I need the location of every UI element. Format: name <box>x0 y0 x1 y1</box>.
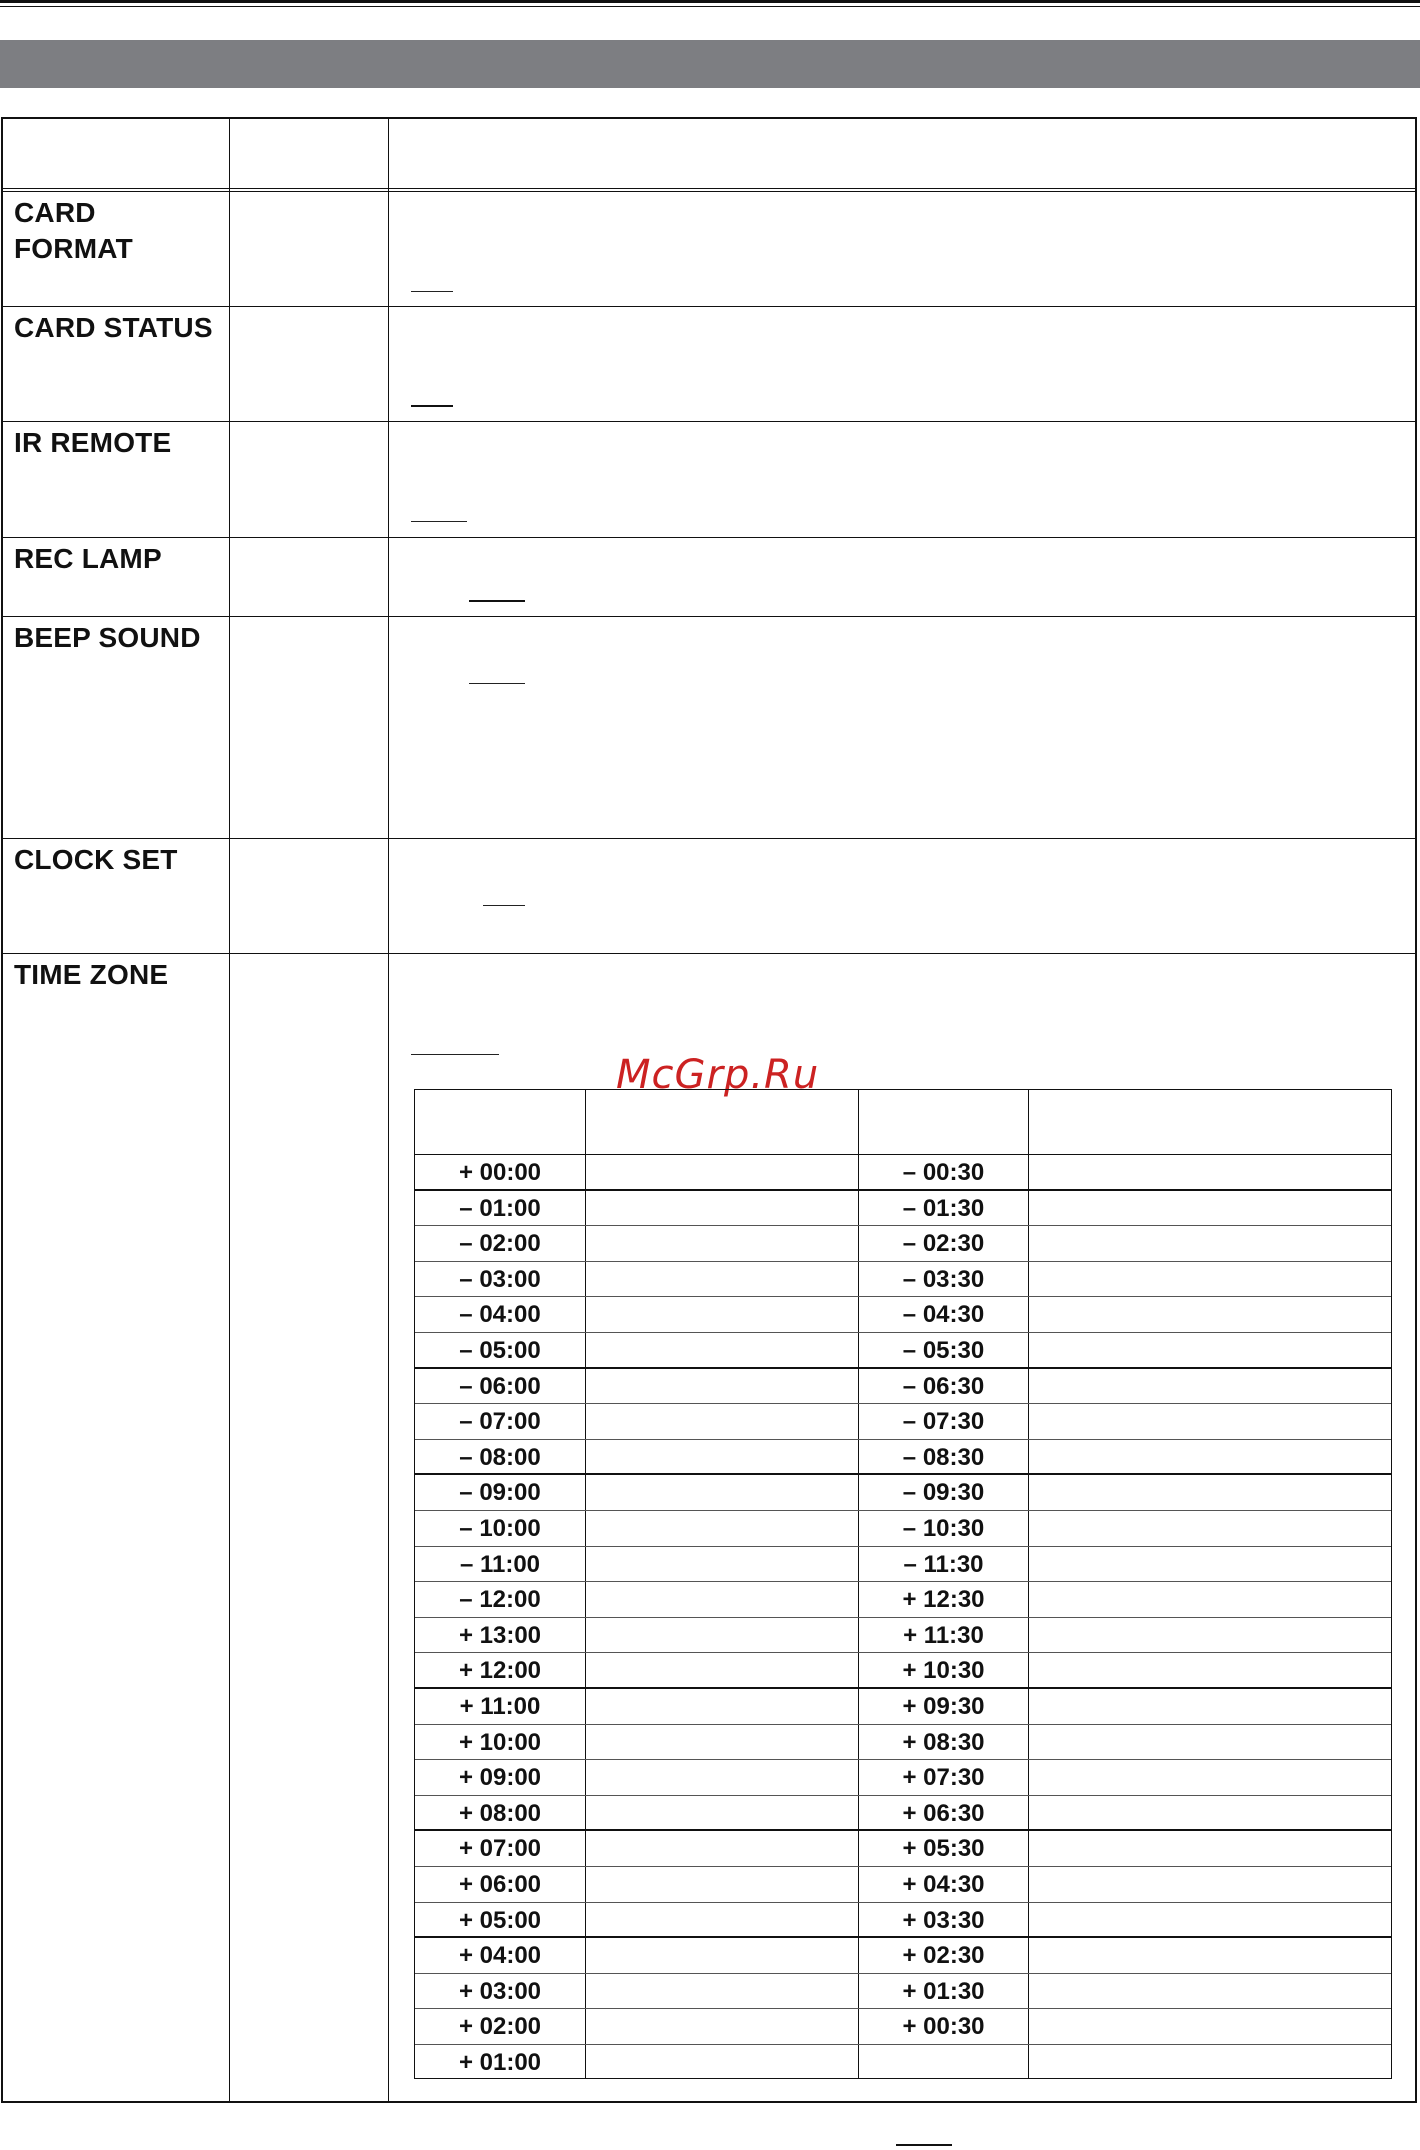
time-difference-cell: + 01:00 <box>458 2049 542 2076</box>
time-difference-cell: – 05:00 <box>459 1337 541 1364</box>
time-difference-cell: – 10:30 <box>902 1515 985 1542</box>
time-difference-cell: + 02:00 <box>458 2013 542 2041</box>
default-underline <box>411 1054 499 1055</box>
time-difference-cell: + 02:30 <box>902 1942 985 1970</box>
region-cell <box>586 2009 858 2044</box>
region-cell <box>1029 1369 1391 1404</box>
time-difference-cell: – 02:00 <box>459 1230 541 1258</box>
time-difference-cell: + 10:00 <box>458 1728 542 1756</box>
table-row <box>415 1440 1391 1476</box>
table-row <box>415 1938 1391 1974</box>
time-zone-table <box>414 1089 1392 2079</box>
time-difference-cell: – 02:30 <box>902 1230 985 1258</box>
region-cell <box>1029 1440 1391 1475</box>
time-difference-cell: + 00:00 <box>458 1159 542 1186</box>
region-cell <box>1029 1226 1391 1261</box>
region-cell <box>586 1155 858 1190</box>
time-difference-cell: – 08:30 <box>902 1443 985 1471</box>
table-row <box>415 1475 1391 1511</box>
table-row <box>415 1831 1391 1867</box>
table-row <box>415 1653 1391 1689</box>
table-row <box>415 1262 1391 1298</box>
table-row <box>415 1297 1391 1333</box>
region-cell <box>586 1831 858 1866</box>
row-separator <box>3 953 1415 954</box>
page-mark <box>896 2144 952 2146</box>
time-difference-cell: + 08:00 <box>458 1799 542 1827</box>
region-cell <box>586 1440 858 1475</box>
region-cell <box>1029 1191 1391 1226</box>
table-row <box>415 1547 1391 1583</box>
time-difference-cell: – 09:30 <box>902 1479 985 1507</box>
time-difference-cell: + 01:30 <box>902 1977 985 2005</box>
region-cell <box>1029 1796 1391 1831</box>
region-cell <box>1029 1333 1391 1368</box>
table-row <box>415 1974 1391 2010</box>
item-ir-remote: IR REMOTE <box>14 427 172 458</box>
item-beep-sound: BEEP SOUND <box>14 622 201 653</box>
time-difference-cell <box>859 2045 1028 2080</box>
region-cell <box>586 1974 858 2009</box>
item-card-format: CARD FORMAT <box>14 197 133 264</box>
item-clock-set: CLOCK SET <box>14 844 178 875</box>
region-cell <box>586 1404 858 1439</box>
table-row <box>415 1155 1391 1191</box>
time-difference-cell: + 08:30 <box>902 1728 985 1756</box>
default-underline <box>411 405 453 407</box>
region-cell <box>1029 1903 1391 1938</box>
time-difference-cell: + 12:30 <box>902 1586 985 1614</box>
default-underline <box>483 905 525 906</box>
time-difference-cell: – 06:00 <box>459 1372 541 1400</box>
table-row <box>415 1369 1391 1405</box>
region-cell <box>586 1582 858 1617</box>
time-difference-cell: – 00:30 <box>902 1159 985 1186</box>
region-cell <box>1029 1582 1391 1617</box>
time-difference-cell: + 06:00 <box>458 1871 542 1898</box>
time-difference-cell: + 06:30 <box>902 1799 985 1827</box>
region-cell <box>586 1903 858 1938</box>
time-difference-cell: – 05:30 <box>902 1337 985 1364</box>
region-cell <box>586 1262 858 1297</box>
region-cell <box>586 1547 858 1582</box>
watermark: McGrp.Ru <box>616 1052 820 1098</box>
item-card-status: CARD STATUS <box>14 312 213 343</box>
time-difference-cell: – 03:30 <box>902 1265 985 1293</box>
section-header-bar <box>0 40 1420 88</box>
row-separator <box>3 306 1415 307</box>
region-cell <box>586 1938 858 1973</box>
region-cell <box>1029 2045 1391 2080</box>
region-cell <box>586 1226 858 1261</box>
item-time-zone: TIME ZONE <box>14 959 169 990</box>
region-cell <box>1029 1618 1391 1653</box>
table-row <box>415 2009 1391 2045</box>
time-difference-cell: + 04:30 <box>902 1871 985 1898</box>
top-rule-thin <box>0 6 1420 7</box>
region-cell <box>1029 1297 1391 1332</box>
table-row <box>415 1511 1391 1547</box>
time-difference-cell: + 11:00 <box>459 1693 541 1720</box>
time-difference-cell: + 13:00 <box>458 1621 542 1649</box>
table-row <box>415 1725 1391 1761</box>
row-separator <box>3 537 1415 538</box>
region-cell <box>1029 1725 1391 1760</box>
time-difference-cell: + 00:30 <box>902 2013 985 2041</box>
time-difference-cell: – 01:30 <box>902 1194 985 1222</box>
region-cell <box>1029 2009 1391 2044</box>
table-row <box>415 1333 1391 1369</box>
time-zone-table-header <box>415 1090 1391 1155</box>
time-difference-cell: + 09:00 <box>458 1764 542 1792</box>
region-cell <box>586 1760 858 1795</box>
region-cell <box>1029 1262 1391 1297</box>
time-difference-cell: + 07:30 <box>902 1764 985 1792</box>
row-separator <box>3 838 1415 839</box>
region-cell <box>586 1796 858 1831</box>
time-difference-cell: + 10:30 <box>902 1657 985 1685</box>
table-row <box>415 1618 1391 1654</box>
region-cell <box>586 1725 858 1760</box>
time-difference-cell: + 07:00 <box>458 1835 542 1863</box>
time-difference-cell: + 12:00 <box>458 1657 542 1685</box>
region-cell <box>1029 1938 1391 1973</box>
table-row <box>415 1689 1391 1725</box>
region-cell <box>1029 1155 1391 1190</box>
region-cell <box>586 1867 858 1902</box>
table-row <box>415 1903 1391 1939</box>
region-cell <box>586 1369 858 1404</box>
time-difference-cell: – 07:30 <box>902 1408 985 1436</box>
time-difference-cell: – 09:00 <box>459 1479 541 1507</box>
region-cell <box>1029 1404 1391 1439</box>
table-row <box>415 1867 1391 1903</box>
time-difference-cell: – 04:30 <box>902 1301 985 1329</box>
region-cell <box>1029 1511 1391 1546</box>
table-row <box>415 1226 1391 1262</box>
item-rec-lamp: REC LAMP <box>14 543 162 574</box>
row-separator <box>3 421 1415 422</box>
top-rule <box>0 0 1420 3</box>
region-cell <box>586 1689 858 1724</box>
time-difference-cell: – 11:00 <box>459 1550 541 1578</box>
default-underline <box>411 521 467 522</box>
region-cell <box>1029 1974 1391 2009</box>
time-difference-cell: + 04:00 <box>458 1942 542 1970</box>
region-cell <box>1029 1867 1391 1902</box>
time-difference-cell: + 11:30 <box>903 1621 984 1649</box>
table-row <box>415 1796 1391 1832</box>
time-difference-cell: – 07:00 <box>459 1408 541 1436</box>
column-divider <box>229 119 230 2101</box>
time-difference-cell: + 09:30 <box>902 1693 985 1720</box>
region-cell <box>1029 1547 1391 1582</box>
table-row <box>415 1582 1391 1618</box>
region-cell <box>1029 1653 1391 1688</box>
time-difference-cell: – 03:00 <box>459 1265 541 1293</box>
time-difference-cell: – 11:30 <box>903 1550 984 1578</box>
region-cell <box>586 1618 858 1653</box>
table-row <box>415 1404 1391 1440</box>
region-cell <box>1029 1831 1391 1866</box>
time-difference-cell: + 05:00 <box>458 1906 542 1934</box>
table-row <box>415 2045 1391 2081</box>
time-difference-cell: – 10:00 <box>459 1515 541 1542</box>
time-difference-cell: – 12:00 <box>459 1586 541 1614</box>
region-cell <box>1029 1760 1391 1795</box>
table-row <box>415 1760 1391 1796</box>
default-underline <box>469 683 525 684</box>
region-cell <box>586 1333 858 1368</box>
time-difference-cell: – 06:30 <box>902 1372 985 1400</box>
column-divider <box>388 119 389 2101</box>
region-cell <box>586 1297 858 1332</box>
table-row <box>415 1191 1391 1227</box>
region-cell <box>1029 1475 1391 1510</box>
header-separator <box>3 188 1415 192</box>
time-difference-cell: – 08:00 <box>459 1443 541 1471</box>
region-cell <box>586 1475 858 1510</box>
default-underline <box>411 291 453 292</box>
time-difference-cell: – 01:00 <box>459 1194 541 1222</box>
time-difference-cell: – 04:00 <box>459 1301 541 1329</box>
row-separator <box>3 616 1415 617</box>
region-cell <box>1029 1689 1391 1724</box>
region-cell <box>586 1511 858 1546</box>
time-difference-cell: + 03:30 <box>902 1906 985 1934</box>
time-difference-cell: + 03:00 <box>458 1977 542 2005</box>
region-cell <box>586 1653 858 1688</box>
time-difference-cell: + 05:30 <box>902 1835 985 1863</box>
region-cell <box>586 2045 858 2080</box>
default-underline <box>469 600 525 602</box>
region-cell <box>586 1191 858 1226</box>
